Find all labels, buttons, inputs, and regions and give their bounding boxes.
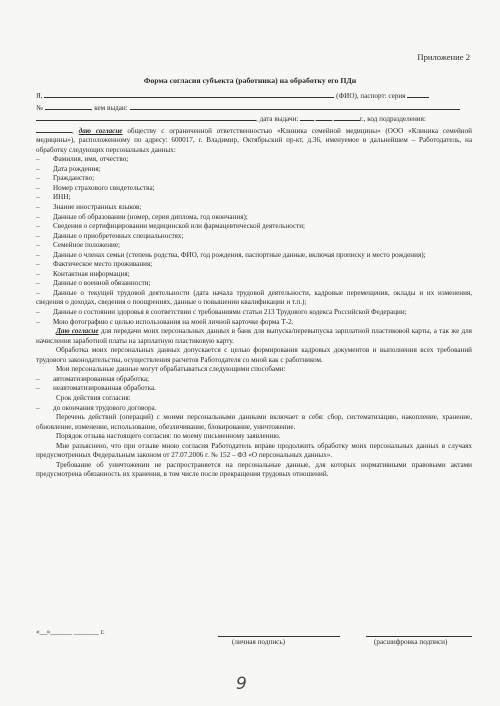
list-item: – Данные о членах семьи (степень родства, ФИО, год рождения, паспортные данные, включая прописку и место рождения); [36, 250, 426, 259]
issue-year-field [334, 113, 360, 121]
intro-text-ya: Я, [36, 92, 43, 100]
intro-text-number: № [36, 103, 43, 112]
consent-text: обществу с ограниченной ответственностью «Клиника семейной медицины» (ООО «Клиника семейной медицины»), расположенному по адресу: 600017, г. Владимир, Октябрьский пр-кт, д.36, именуемое в дальнейшем – Работодатель, на обработку следующих персональных данных: [36, 126, 473, 154]
methods-paragraph: Мои персональные данные могут обрабатываться следующими способами: [56, 365, 286, 374]
signature-decode-label: (расшифровка подписи) [374, 638, 448, 646]
document-body [36, 90, 472, 480]
passport-number-field [45, 102, 91, 110]
issued-by-field [130, 102, 460, 110]
list-item: – Знание иностранных языков; [36, 203, 142, 212]
personal-signature-label: (личная подпись) [232, 638, 286, 646]
term-label: Срок действия согласия: [56, 393, 131, 402]
list-item: – Номер страхового свидетельства; [36, 183, 155, 192]
fio-field [44, 90, 334, 98]
intro-line-3: , дата выдачи: . . г., код подразделения: [36, 113, 472, 125]
method-item: – автоматизированная обработка; [36, 374, 150, 383]
list-item: – Данные об образовании (номер, серия диплома, год окончания); [36, 212, 248, 221]
bank-consent-paragraph [36, 327, 472, 346]
method-item: – неавтоматизированная обработка. [36, 384, 156, 393]
list-item: – Фамилия, имя, отчество; [36, 155, 129, 164]
intro-line-1 [36, 90, 472, 102]
intro-comma: , [72, 126, 74, 135]
issued-by-field-2 [36, 113, 256, 121]
intro-consent [36, 125, 472, 156]
list-item: – Сведения о сертифицировании медицинской или фармацевтической деятельности; [36, 222, 306, 231]
list-item: – Семейное положение; [36, 241, 121, 250]
explained-paragraph: Мне разъяснено, что при отзыве мною согласия Работодатель вправе продолжить обработку моих персональных данных в случаях предусмотренных Федеральным законом от 27.07.2006 г. № 152 – ФЗ «О персональных данных». [36, 441, 472, 460]
list-item: – ИНН; [36, 193, 71, 202]
issue-day-field [300, 113, 314, 121]
signature-decode-line [366, 636, 472, 637]
destroy-paragraph: Требование об уничтожении не распространяется на персональные данные, для которых нормативными правовыми актами предусмотрена обязанность их хранения, в том числе после прекращения трудовых отношений. [36, 460, 472, 479]
signature-date-field: «__»______ _______ г. [36, 628, 105, 636]
revoke-paragraph: Порядок отзыва настоящего согласия: по моему письменному заявлению. [56, 432, 281, 441]
intro-line-2 [36, 102, 472, 114]
appendix-label: Приложение 2 [417, 52, 470, 62]
dept-code-field [36, 125, 72, 133]
signature-block [36, 628, 472, 658]
list-item: – Контактная информация; [36, 269, 130, 278]
term-item: – до окончания трудового договора. [36, 403, 157, 412]
list-item: – Данные о текущей трудовой деятельности (дата начала трудовой деятельности, кадровые перемещения, оклады и их изменения, сведения о доходах, сведения о поощрениях, данные о повышении квалификации и т.п.); [36, 288, 472, 307]
list-item: – Фактическое место проживания; [36, 260, 153, 269]
list-item: – Мою фотографию с целью использования на моей личной карточке форма Т-2. [36, 317, 294, 326]
list-item: – Данные о приобретенных специальностях; [36, 231, 184, 240]
bank-consent-text: для передачи моих персональных данных в банк для выпуска/перевыпуска зарплатной пластиковой карты, а так же для начисления заработной платы на зарплатную пластиковую карту. [36, 327, 472, 345]
personal-signature-line [218, 636, 340, 637]
document-title: Форма согласия субъекта (работника) на обработку его ПДн [143, 76, 357, 85]
intro-text-issued: , кем выдан: [90, 103, 128, 112]
intro-text-issue-date: , дата выдачи: [256, 115, 301, 124]
consent-emphasis: даю согласие [78, 126, 123, 135]
handwritten-page-number: 9 [236, 674, 247, 694]
list-item: – Гражданство; [36, 174, 95, 183]
intro-text-passport: (ФИО), паспорт: серия [336, 92, 406, 100]
passport-series-field [407, 90, 429, 98]
purpose-paragraph: Обработка моих персональных данных допускается с целью формирования кадровых документов и выполнения всех требований трудового законодательства, осуществления расчетов Работодателя со мной как с работником. [36, 346, 472, 364]
list-item: – Данные о военной обязанности; [36, 279, 151, 288]
bank-consent-emphasis: Даю согласие [56, 327, 99, 336]
issue-month-field [316, 113, 332, 121]
list-item: – Данные о состоянии здоровья в соответствии с требованиями статьи 213 Трудового кодекса Российской Федерации; [36, 308, 407, 317]
list-item: – Дата рождения; [36, 164, 101, 173]
actions-paragraph: Перечень действий (операций) с моими персональными данными включает в себя: сбор, систематизацию, накопление, хранение, обновление, изменение, использование, обезличивание, блокирование, уничтожение. [36, 413, 472, 431]
intro-text-dept-code: г., код подразделения: [359, 115, 426, 124]
